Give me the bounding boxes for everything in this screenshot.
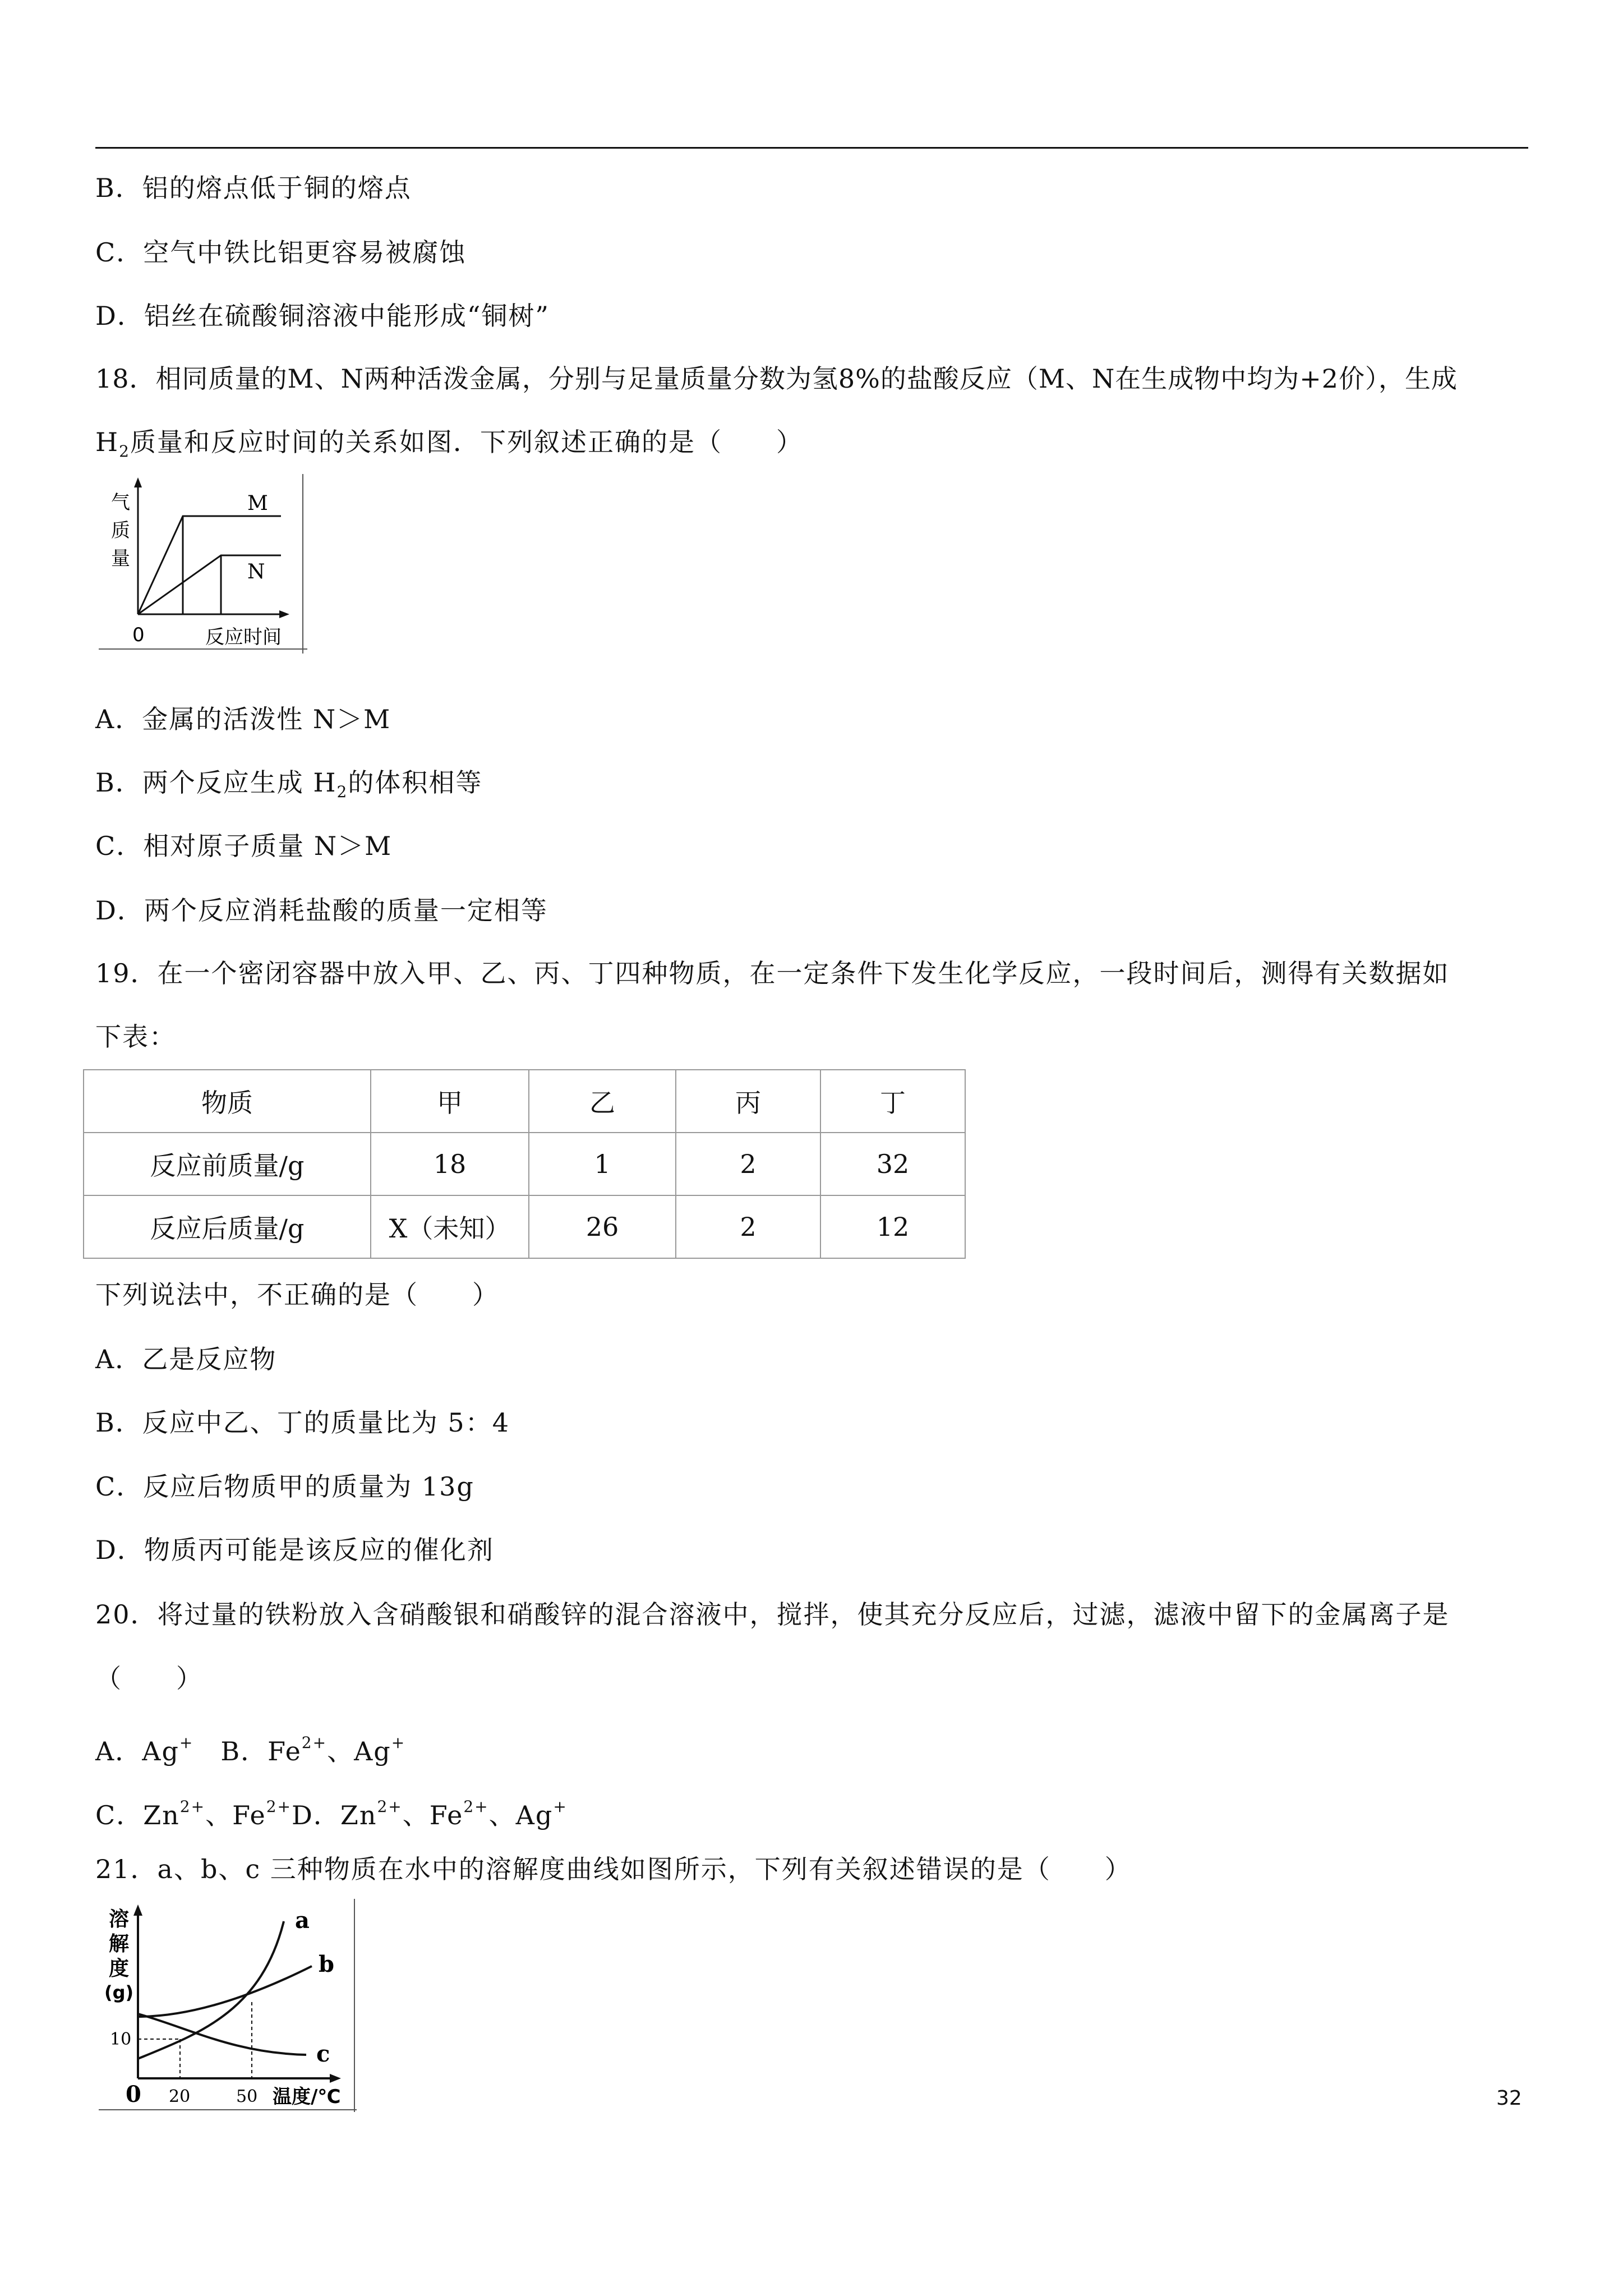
q19-prompt: 下列说法中，不正确的是（ ） [95,1280,499,1310]
origin-label: 0 [126,2081,141,2108]
q19-stem-line2: 下表： [95,1022,176,1052]
q17-option-c: C．空气中铁比铝更容易被腐蚀 [95,237,467,268]
table-cell: 甲 [371,1070,529,1133]
x-axis-label: 温度/℃ [273,2086,341,2108]
q20-stem-line1: 20．将过量的铁粉放入含硝酸银和硝酸锌的混合溶液中，搅拌，使其充分反应后，过滤，滤液中留下的金属离子是 [95,1599,1450,1630]
q20-stem-line2: （ ） [95,1663,203,1694]
series-label-c: c [316,2041,330,2067]
table-row [84,1133,965,1195]
q18-option-b: B．两个反应生成 $H_2$的体积相等 [95,767,483,801]
q19-stem-line1: 19．在一个密闭容器中放入甲、乙、丙、丁四种物质，在一定条件下发生化学反应，一段时间后，测得有关数据如 [95,958,1450,988]
page-number: 32 [1496,2087,1522,2110]
y-label-char: 度 [109,1957,130,1980]
table-cell: 1 [529,1133,676,1195]
y-label-char: 溶 [109,1908,130,1931]
table-cell: 反应前质量/g [84,1133,371,1195]
series-label-n: N [247,560,265,583]
y-tick-label: 10 [110,2030,132,2049]
y-label-char: 气 [111,491,130,514]
q18-option-d: D．两个反应消耗盐酸的质量一定相等 [95,895,548,926]
q21-figure [99,1899,357,2112]
header-rule [95,147,1528,149]
q19-option-a: A．乙是反应物 [95,1344,277,1374]
q17-option-b: B．铝的熔点低于铜的熔点 [95,173,412,203]
q17-option-d: D．铝丝在硫酸铜溶液中能形成“铜树” [95,301,550,331]
q20-options-ab: A．Ag+ B．$Fe^{2+}$、Ag+ [95,1733,406,1766]
table-cell: 32 [820,1133,965,1195]
table-row [84,1195,965,1258]
y-label-char: 质 [111,519,130,542]
q18-option-c: C．相对原子质量 N＞M [95,831,393,861]
table-cell: 反应后质量/g [84,1195,371,1258]
q18-option-a: A．金属的活泼性 N＞M [95,704,391,734]
table-header-row [84,1070,965,1133]
series-label-b: b [319,1951,334,1977]
q21-stem: 21．a、b、c 三种物质在水中的溶解度曲线如图所示，下列有关叙述错误的是（ ） [95,1854,1132,1884]
table-cell: 物质 [84,1070,371,1133]
q20-options-cd: C．$Zn^{2+}$、$Fe^{2+}D$．$Zn^{2+}$、$Fe^{2+}$、Ag+ [95,1797,568,1830]
origin-label: 0 [132,624,145,646]
table-cell: 12 [820,1195,965,1258]
x-axis-label: 反应时间 [205,626,282,648]
q18-stem-line2: $H_2$质量和反应时间的关系如图．下列叙述正确的是（ ） [95,427,803,461]
table-cell: 2 [676,1195,820,1258]
q19-option-d: D．物质丙可能是该反应的催化剂 [95,1535,494,1565]
table-cell: 2 [676,1133,820,1195]
table-cell: 丙 [676,1070,820,1133]
q19-option-c: C．反应后物质甲的质量为 13g [95,1471,474,1502]
y-label-char: 解 [109,1932,130,1955]
q18-stem-line1: 18．相同质量的M、N两种活泼金属，分别与足量质量分数为氢8%的盐酸反应（M、N在生成物中均为+2价），生成 [95,364,1458,394]
table-cell: X（未知） [371,1195,529,1258]
q18-figure [99,474,307,654]
y-label-unit: (g) [104,1982,134,2003]
table-cell: 乙 [529,1070,676,1133]
y-label-char: 量 [111,547,130,570]
table-cell: 丁 [820,1070,965,1133]
q19-option-b: B．反应中乙、丁的质量比为 5：4 [95,1407,510,1438]
series-label-a: a [295,1907,310,1934]
q19-data-table [83,1069,966,1259]
table-cell: 18 [371,1133,529,1195]
x-tick-label: 50 [236,2087,258,2106]
table-cell: 26 [529,1195,676,1258]
x-tick-label: 20 [169,2087,191,2106]
series-label-m: M [247,492,268,515]
